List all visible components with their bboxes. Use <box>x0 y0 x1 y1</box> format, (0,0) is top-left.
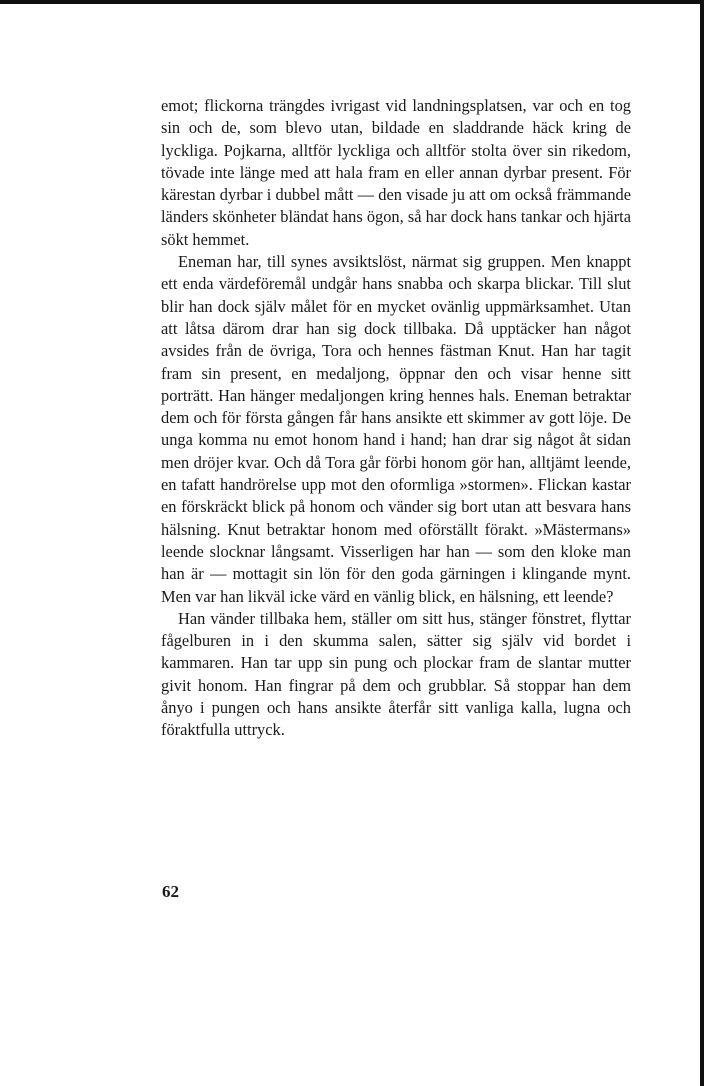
paragraph: Han vänder tillbaka hem, ställer om sitt hus, stänger fönstret, flyttar fågelburen in i den skumma salen, sätter sig själv vid bordet i kammaren. Han tar upp sin pung och plockar fram de slantar mutter givit honom. Han fingrar på dem och grubblar. Så stoppar han dem ånyo i pungen och hans ansikte återfår sitt vanliga kalla, lugna och föraktfulla uttryck. <box>161 608 631 740</box>
scan-top-border <box>0 0 704 4</box>
scan-right-border <box>700 0 704 1086</box>
page-number: 62 <box>162 882 179 901</box>
paragraph: Eneman har, till synes avsiktslöst, närmat sig gruppen. Men knappt ett enda värdeföremål undgår hans snabba och skarpa blickar. Till slut blir han dock själv målet för en mycket ovänlig uppmärksamhet. Utan att låtsa därom drar han sig dock tillbaka. Då upptäcker han något avsides från de övriga, Tora och hennes fästman Knut. Han har tagit fram sin present, en medaljong, öppnar den och visar henne sitt porträtt. Han hänger medaljongen kring hennes hals. Eneman betraktar dem och för första gången får hans ansikte ett skimmer av gott löje. De unga komma nu emot honom hand i hand; han drar sig något åt sidan men dröjer kvar. Och då Tora går förbi honom gör han, alltjämt leende, en tafatt handrörelse upp mot den oformliga »stormen». Flickan kastar en förskräckt blick på honom och vänder sig bort utan att besvara hans hälsning. Knut betraktar honom med oförställt förakt. »Mästermans» leende slocknar långsamt. Visserligen har han — som den kloke man han är — mottagit sin lön för den goda gärningen i klingande mynt. Men var han likväl icke värd en vänlig blick, en hälsning, ett leende? <box>161 252 631 606</box>
paragraph: emot; flickorna trängdes ivrigast vid landningsplatsen, var och en tog sin och de, som blevo utan, bildade en sladdrande häck kring de lyckliga. Pojkarna, alltför lyckliga och alltför stolta över sin rikedom, tövade inte länge med att hala fram en eller annan dyrbar present. För kärestan dyrbar i dubbel mått — den visade ju att om också främmande länders skönheter bländat hans ögon, så har dock hans tankar och hjärta sökt hemmet. <box>161 96 631 249</box>
body-text <box>161 95 631 742</box>
